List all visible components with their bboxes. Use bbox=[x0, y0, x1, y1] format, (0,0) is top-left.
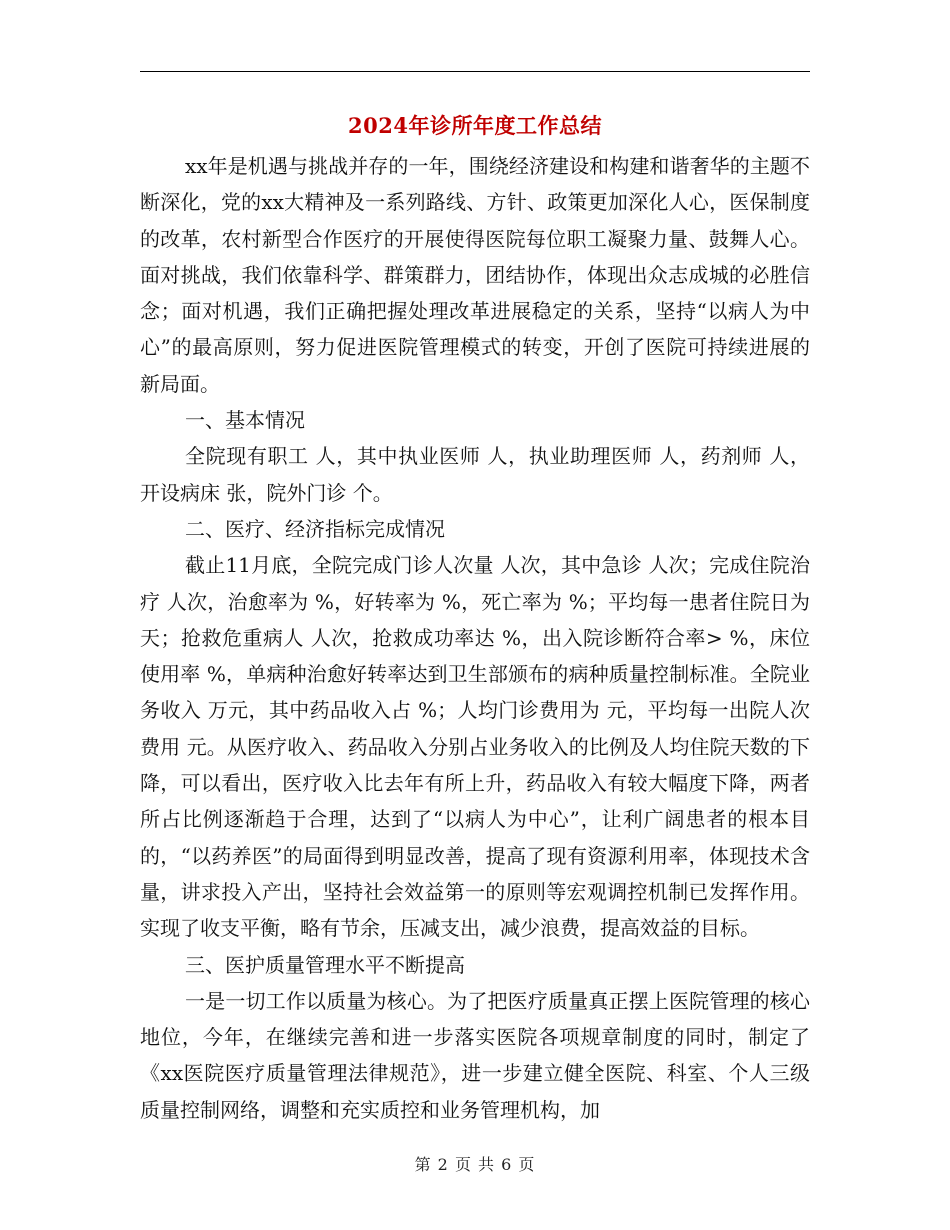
document-body bbox=[140, 148, 810, 1128]
indicators-paragraph: 截止11月底，全院完成门诊人次量 人次，其中急诊 人次；完成住院治疗 人次，治愈率为 %，好转率为 %，死亡率为 %；平均每一患者住院日为 天；抢救危重病人 人次，抢救成功率达 %，出入院诊断符合率> %，床位使用率 %，单病种治愈好转率达到卫生部颁布的病种质量控制标准。全院业务收入 万元，其中药品收入占 %；人均门诊费用为 元，平均每一出院人次费用 元。从医疗收入、药品收入分别占业务收入的比例及人均住院天数的下降，可以看出，医疗收入比去年有所上升，药品收入有较大幅度下降，两者所占比例逐渐趋于合理，达到了“以病人为中心”，让利广阔患者的根本目的，“以药养医”的局面得到明显改善，提高了现有资源利用率，体现技术含量，讲求投入产出，坚持社会效益第一的原则等宏观调控机制已发挥作用。实现了收支平衡，略有节余，压减支出，减少浪费，提高效益的目标。 bbox=[140, 553, 810, 941]
section-heading-quality: 三、医护质量管理水平不断提高 bbox=[185, 952, 465, 977]
section-heading-basic-info: 一、基本情况 bbox=[185, 408, 305, 433]
section-heading-indicators: 二、医疗、经济指标完成情况 bbox=[185, 516, 445, 541]
staff-paragraph: 全院现有职工 人，其中执业医师 人，执业助理医师 人，药剂师 人，开设病床 张，院外门诊 个。 bbox=[140, 444, 810, 505]
page-number-footer: 第 2 页 共 6 页 bbox=[414, 1155, 536, 1174]
quality-paragraph: 一是一切工作以质量为核心。为了把医疗质量真正摆上医院管理的核心地位，今年，在继续完善和进一步落实医院各项规章制度的同时，制定了《xx医院医疗质量管理法律规范》，进一步建立健全医院、科室、个人三级质量控制网络，调整和充实质控和业务管理机构，加 bbox=[140, 988, 810, 1122]
document-title: 2024年诊所年度工作总结 bbox=[348, 113, 602, 138]
intro-paragraph: xx年是机遇与挑战并存的一年，围绕经济建设和构建和谐奢华的主题不断深化，党的xx大精神及一系列路线、方针、政策更加深化人心，医保制度的改革，农村新型合作医疗的开展使得医院每位职工凝聚力量、鼓舞人心。面对挑战，我们依靠科学、群策群力，团结协作，体现出众志成城的必胜信念；面对机遇，我们正确把握处理改革进展稳定的关系，坚持“以病人为中心”的最高原则，努力促进医院管理模式的转变，开创了医院可持续进展的新局面。 bbox=[140, 154, 810, 396]
header-rule bbox=[140, 71, 810, 72]
